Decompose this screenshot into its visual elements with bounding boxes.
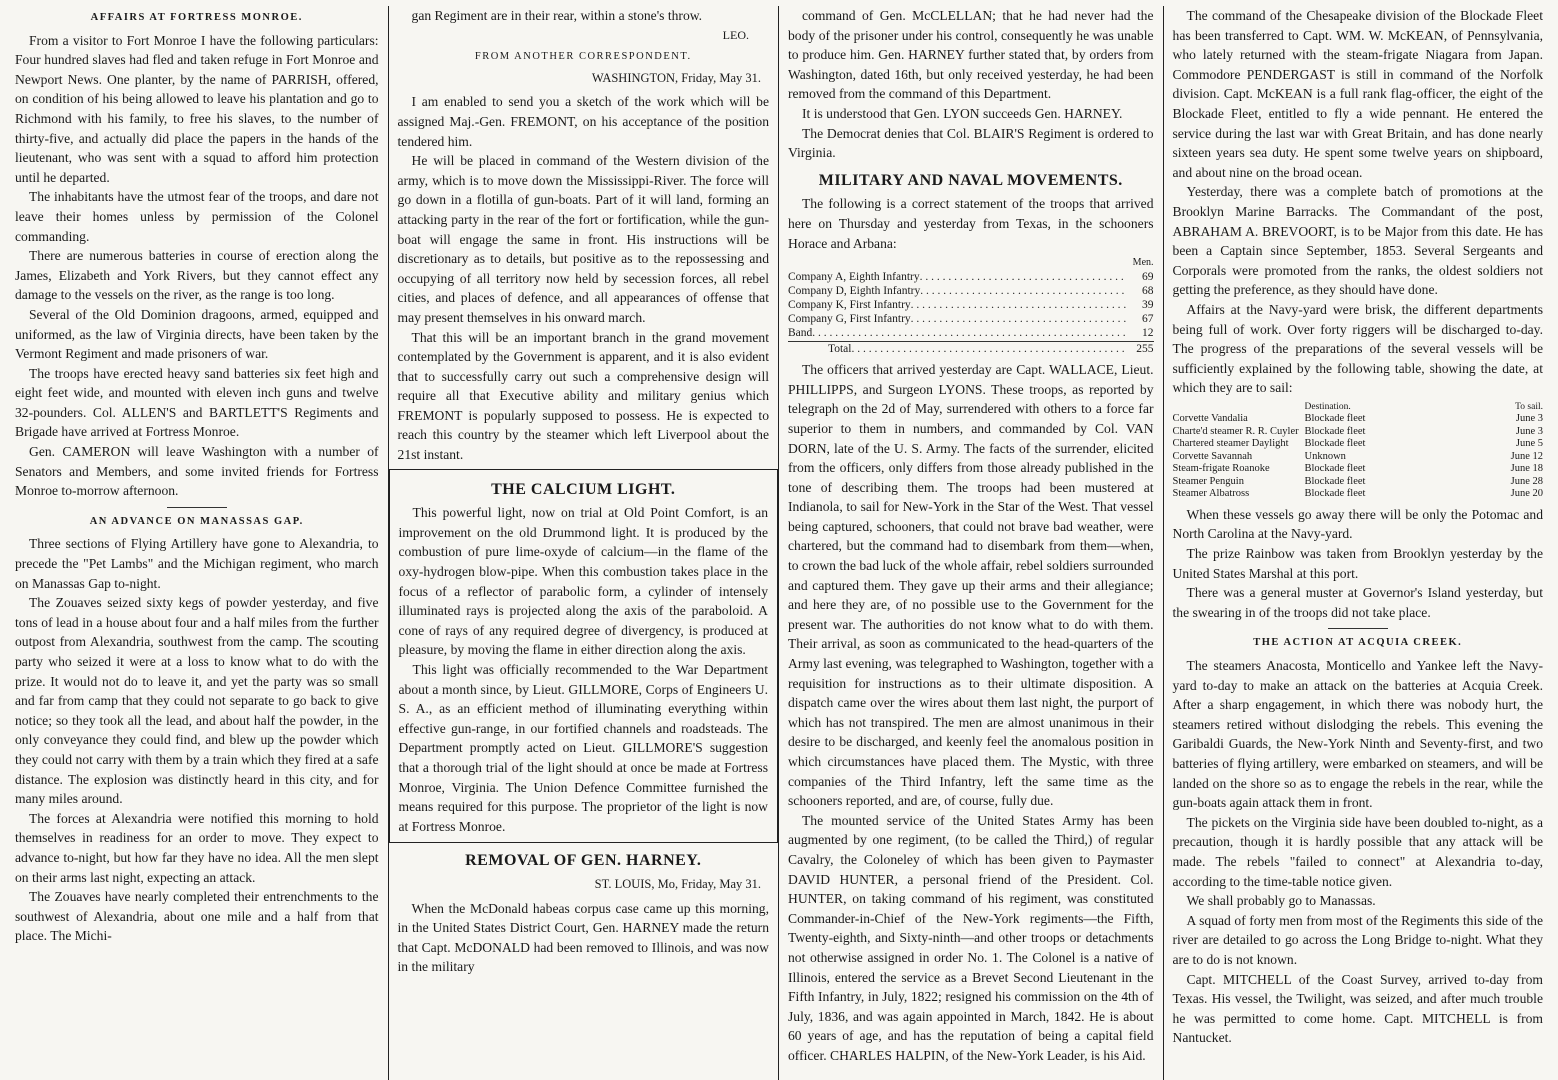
paragraph: The troops have erected heavy sand batteries six feet high and eight feet wide, and mounted with eleven inch guns and twelve 32-pounders. Col. ALLEN'S and BARTLETT'S Regiments and Brigade have arrived at Fortress Monroe. <box>15 365 379 440</box>
paragraph: This light was officially recommended to the War Department about a month since, by Lieut. GILLMORE, Corps of Engineers U. S. A., as an efficient method of illuminating everything within effective gun-range, in our fortified channels and roadsteads. The Department promptly acted on Lieut. GILLMORE'S suggestion that a thorough trial of the light should at once be made at Fortress Monroe, Virginia. The Union Defence Committee furnished the means required for this purpose. The proprietor of the light is now at Fortress Monroe. <box>398 662 768 834</box>
ship-date: June 3 <box>1515 413 1543 425</box>
troops-table <box>788 256 1154 356</box>
table-row <box>1173 488 1543 501</box>
table-row <box>788 298 1154 312</box>
row-value: 12 <box>1142 327 1154 340</box>
ship-destination: Blockade fleet <box>1304 413 1366 425</box>
ship-destination: Blockade fleet <box>1304 488 1366 500</box>
row-label: Company G, First Infantry <box>788 313 911 326</box>
ship-name: Charte'd steamer R. R. Cuyler <box>1172 425 1299 437</box>
ship-destination: Blockade fleet <box>1304 475 1366 487</box>
ship-date: June 28 <box>1510 475 1543 487</box>
ship-name: Steam-frigate Roanoke <box>1172 463 1270 475</box>
paragraph: There was a general muster at Governor's Island yesterday, but the swearing in of the troops did not take place. <box>1172 585 1543 620</box>
ship-name: Steamer Albatross <box>1172 488 1250 500</box>
paragraph: Yesterday, there was a complete batch of promotions at the Brooklyn Marine Barracks. The Commandant of the post, ABRAHAM A. BREVOORT, is to be Major from this date. He has been a Captain since September, 1853. Several Sergeants and Corporals were promoted from the ranks, the oldest soldiers not getting the preference, as they should have done. <box>1172 184 1543 298</box>
ship-destination: Unknown <box>1304 450 1346 462</box>
table-row <box>1173 413 1543 426</box>
ships-table-header <box>1173 401 1543 414</box>
paragraph: Affairs at the Navy-yard were brisk, the different departments being full of work. Over forty riggers will be discharged to-day. The progress of the preparations of the several vessels will be sufficiently explained by the following table, showing the date, at which they are to sail: <box>1172 301 1543 396</box>
ship-date: June 5 <box>1515 438 1543 450</box>
row-label: Company D, Eighth Infantry <box>788 285 921 298</box>
dateline-washington: WASHINGTON, Friday, May 31. <box>591 70 761 85</box>
ship-date: June 3 <box>1515 425 1543 437</box>
ship-name: Steamer Penguin <box>1172 475 1244 487</box>
paragraph: The inhabitants have the utmost fear of the troops, and dare not leave their homes unless by permission of the Colonel commanding. <box>15 189 379 244</box>
paragraph: Gen. CAMERON will leave Washington with a number of Senators and Members, and some invited friends for Fortress Monroe to-morrow afternoon. <box>15 444 379 499</box>
table-row <box>1173 476 1543 489</box>
paragraph: gan Regiment are in their rear, within a stone's throw. <box>411 8 703 23</box>
column-layout <box>6 6 1552 1080</box>
paragraph: Several of the Old Dominion dragoons, armed, equipped and uniformed, as the law of Virginia directs, have been taken by the Vermont Regiment and made prisoners of war. <box>15 306 379 362</box>
headline-calcium-light: THE CALCIUM LIGHT. <box>491 480 676 498</box>
section-divider <box>167 507 227 508</box>
table-row <box>1173 438 1543 451</box>
table-row <box>1173 463 1543 476</box>
paragraph: The mounted service of the United States Army has been augmented by one regiment, (to be called the Third,) of regular Cavalry, the Coloneley of which has been given to Paymaster DAVID HUNTER, a personal friend of the President. Col. HUNTER, on taking command of his regiment, was constituted Commander-in-Chief of the New-York regiments—the Fifth, Twenty-eighth, and Sixty-ninth—and other troops or detachments not otherwise assigned in order No. 1. The Colonel is a native of Illinois, entered the service as a Brevet Second Lieutenant in the Fifth Infantry, in July, 1822; resigned his commission on the 4th of July, 1836, and was again appointed in March, 1842. He is about 60 years of age, and has the reputation of being a capital field officer. CHARLES HALPIN, of the New-York Leader, is his Aid. <box>788 812 1154 1063</box>
ship-name: Corvette Savannah <box>1172 450 1253 462</box>
paragraph: From a visitor to Fort Monroe I have the following particulars: Four hundred slaves had fled and taken refuge in Fort Monroe and Newport News. One planter, by the name of PARRISH, offered, on condition of his being allowed to leave his plantation and go to Richmond with his family, to free his slaves, to the number of thirty-five, and actually did place the papers in the hands of the lieutenant, who was sent with a squad to afford him protection until he departed. <box>15 32 379 185</box>
row-value: 67 <box>1142 313 1154 326</box>
total-label: Total <box>828 343 852 356</box>
header-to-sail: To sail. <box>1515 401 1543 412</box>
paragraph: It is understood that Gen. LYON succeeds Gen. HARNEY. <box>802 105 1123 121</box>
ship-destination: Blockade fleet <box>1304 425 1366 437</box>
ships-table <box>1173 401 1543 501</box>
paragraph: I am enabled to send you a sketch of the work which will be assigned Maj.-Gen. FREMONT, on his acceptance of the position tendered him. <box>397 94 769 149</box>
table-row <box>788 312 1154 326</box>
paragraph: The prize Rainbow was taken from Brooklyn yesterday by the United States Marshal at this port. <box>1172 546 1543 581</box>
headline-fortress-monroe: AFFAIRS AT FORTRESS MONROE. <box>90 12 303 23</box>
paragraph: This powerful light, now on trial at Old Point Comfort, is an improvement on the old Drummond light. It is produced by the combustion of pure lime-oxyde of calcium—in the flame of the oxy-hydrogen blow-pipe. When this combustion takes place in the focus of a reflector of parabolic form, a cylinder of intensely illuminated rays is projected along the axis of the paraboloid. A cone of rays of any required degree of divergency, is produced at pleasure, by moving the flame in either direction along the axis. <box>398 505 768 658</box>
paragraph: That this will be an important branch in the grand movement contemplated by the Government is apparent, and it is also evident that to successfully carry out such a comprehensive design will require all that Executive ability and military genius which FREMONT is popularly supposed to possess. He is expected to reach this country by the steamer which left Liverpool about the 21st instant. <box>397 329 769 463</box>
paragraph: He will be placed in command of the Western division of the army, which is to move down the Mississippi-River. The force will go down in a flotilla of gun-boats. Part of it will land, forming an attacking party in the rear of the fort or fortification, while the gun-boat will engage the same in front. His instructions will be discretionary as to details, but positive as to the repossessing and occupying of all territory now held by secession forces, all rebel cities, and places of defence, and all appearances of offense that may present themselves in his onward march. <box>397 153 769 325</box>
paragraph: The following is a correct statement of the troops that arrived here on Thursday and yesterday from Texas, in the schooners Horace and Arbana: <box>788 196 1154 251</box>
paragraph: The command of the Chesapeake division of the Blockade Fleet has been transferred to Capt. WM. W. McKEAN, of Pennsylvania, who lately returned with the steam-frigate Niagara from Japan. Commodore PENDERGAST is still in command of the Norfolk division. Capt. McKEAN is a full rank flag-officer, the eight of the Blockade Fleet, entitled to fly a wide pennant. He entered the service during the last war with Great Britain, and has done nearly sixteen years sea duty. He spent some twelve years on shipboard, and about nine on the broad ocean. <box>1172 8 1543 180</box>
paragraph: The Democrat denies that Col. BLAIR'S Regiment is ordered to Virginia. <box>788 125 1154 161</box>
table-row <box>788 326 1154 340</box>
column-3 <box>778 6 1163 1080</box>
header-destination: Destination. <box>1304 401 1351 412</box>
paragraph: The forces at Alexandria were notified this morning to hold themselves in readiness for an order to move. They expect to advance to-night, but how far they have no idea. All the men slept on their arms last night, expecting an attack. <box>15 810 379 885</box>
paragraph: When the McDonald habeas corpus case came up this morning, in the United States District Court, Gen. HARNEY made the return that Capt. McDONALD had been removed to Illinois, and was now in the military <box>397 900 769 975</box>
column-2 <box>388 6 778 1080</box>
paragraph: The Zouaves seized sixty kegs of powder yesterday, and five tons of lead in a house about four and a half miles from the further outpost from Alexandria, southwest from the camp. The scouting party who seized it were at a loss to know what to do with the prize. It would not do to leave it, and yet the party was so small and far from camp that they could not separate to go back to give notice; so they took all the lead, and about half the powder, in the only conveyance they could find, and blew up the powder which they could not carry with them by a train which they fired at a safe distance. The explosion was distinctly heard in this city, and for many miles around. <box>15 595 379 807</box>
signature: LEO. <box>722 27 749 42</box>
row-value: 69 <box>1142 271 1154 284</box>
paragraph: When these vessels go away there will be only the Potomac and North Carolina at the Navy-yard. <box>1172 506 1543 542</box>
column-4 <box>1163 6 1552 1080</box>
table-row <box>1173 451 1543 464</box>
calcium-light-box <box>389 469 778 844</box>
row-value: 68 <box>1142 285 1154 298</box>
dateline-st-louis: ST. LOUIS, Mo, Friday, May 31. <box>594 876 761 891</box>
total-value: 255 <box>1136 343 1154 356</box>
ship-date: June 12 <box>1510 450 1543 462</box>
row-label: Band <box>788 327 813 340</box>
paragraph: The steamers Anacosta, Monticello and Yankee left the Navy-yard to-day to make an attack on the batteries at Acquia Creek. After a sharp engagement, in which there was nobody hurt, the steamers retired without dislodging the rebels. This evening the Garibaldi Guards, the New-York Ninth and Seventy-first, and two batteries of flying artillery, were embarked on steamers, and will be landed on the shore so as to engage the rebels in the rear, while the gun-boats again attack them in front. <box>1172 658 1543 811</box>
ship-name: Corvette Vandalia <box>1172 413 1248 425</box>
ship-name: Chartered steamer Daylight <box>1172 438 1289 450</box>
headline-acquia-creek: THE ACTION AT ACQUIA CREEK. <box>1253 637 1463 649</box>
row-label: Company A, Eighth Infantry <box>788 271 920 284</box>
headline-manassas-gap: AN ADVANCE ON MANASSAS GAP. <box>89 515 304 527</box>
row-label: Company K, First Infantry <box>788 299 911 312</box>
paragraph: There are numerous batteries in course of erection along the James, Elizabeth and York Rivers, but they cannot effect any damage to the vessels on the river, as the range is too long. <box>15 248 379 303</box>
table-header: Men. <box>1132 257 1154 269</box>
table-total-row <box>788 341 1154 356</box>
section-divider <box>1328 628 1388 629</box>
paragraph: The pickets on the Virginia side have been doubled to-night, as a precaution, though it is hardly possible that any attack will be made. The rebels "failed to connect" at Alexandria to-day, according to the time-table notice given. <box>1172 814 1543 889</box>
headline-removal-harney: REMOVAL OF GEN. HARNEY. <box>465 852 702 870</box>
ship-date: June 20 <box>1510 488 1543 500</box>
table-row <box>788 284 1154 298</box>
ship-destination: Blockade fleet <box>1304 463 1366 475</box>
paragraph: The officers that arrived yesterday are Capt. WALLACE, Lieut. PHILLIPPS, and Surgeon LYONS. These troops, as reported by telegraph on the 2d of May, surrendered with others to a force far superior to them in numbers, and commanded by Col. VAN DORN, late of the U. S. Army. The facts of the surrender, elicited from the officers, only differs from those already published in the tone of describing them. The troops had been mustered at Indianola, to sail for New-York in the Star of the West. That vessel being captured, schooners, that could not brave bad weather, were chartered, but the command had to disembark from them—when, to crown the bad luck of the whole affair, rebel soldiers surrounded and captured them. They gave up their arms and their allegiance; and here they are, of no possible use to the Government for the present war. The authorities do not know what to do with them. Their arrival, as soon as communicated to the head-quarters of the Army last evening, was telegraphed to Washington, together with a requisition for instructions as to their ultimate disposition. A dispatch came over the wires about them last night, the purport of which has not transpired. The men are almost unanimous in their desire to be discharged, and keenly feel the anomalous position in which circumstances have placed them. The Mystic, with three companies of the Third Infantry, left the same time as the schooners reported, and are, of course, fully due. <box>788 362 1154 809</box>
headline-another-correspondent: FROM ANOTHER CORRESPONDENT. <box>474 51 692 63</box>
row-value: 39 <box>1142 299 1154 312</box>
paragraph: We shall probably go to Manassas. <box>1186 893 1376 909</box>
paragraph: Three sections of Flying Artillery have gone to Alexandria, to precede the "Pet Lambs" and the Michigan regiment, who march on Manassas Gap to-night. <box>15 536 379 591</box>
ship-date: June 18 <box>1510 463 1543 475</box>
headline-military-naval: MILITARY AND NAVAL MOVEMENTS. <box>818 171 1123 189</box>
paragraph: command of Gen. McCLELLAN; that he had never had the body of the prisoner under his control, consequently he was unable to produce him. Gen. HARNEY further stated that, by orders from Washington, dated 16th, but only received yesterday, he had been removed from the command of this Department. <box>788 8 1154 102</box>
ship-destination: Blockade fleet <box>1304 438 1366 450</box>
paragraph: Capt. MITCHELL of the Coast Survey, arrived to-day from Texas. His vessel, the Twilight, was seized, and after much trouble he was permitted to come home. Capt. MITCHELL is from Nantucket. <box>1172 971 1543 1046</box>
column-1 <box>6 6 388 1080</box>
table-row <box>1173 426 1543 439</box>
paragraph: A squad of forty men from most of the Regiments this side of the river are detailed to go across the Long Bridge to-night. What they are to do is not known. <box>1172 912 1543 967</box>
table-row <box>788 270 1154 284</box>
paragraph: The Zouaves have nearly completed their entrenchments to the southwest of Alexandria, about one mile and a half from that place. The Michi- <box>15 889 379 944</box>
